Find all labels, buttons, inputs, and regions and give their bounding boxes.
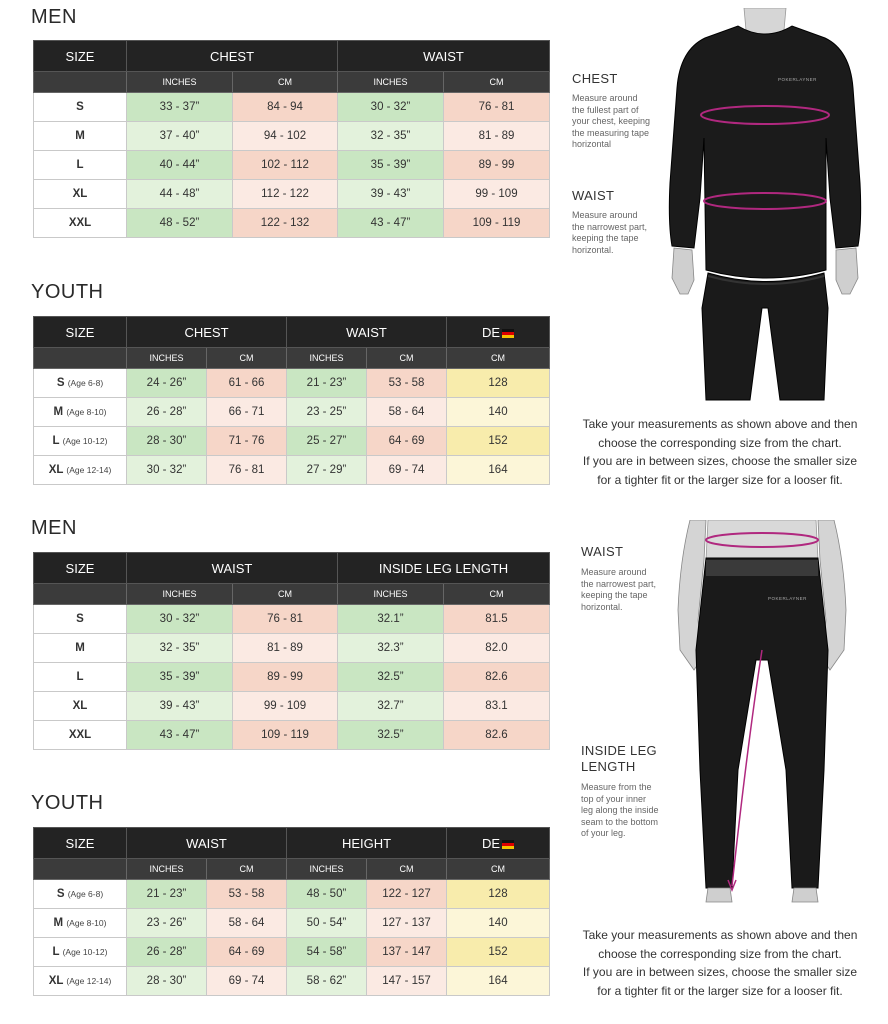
waist-inches-cell: 43 - 47”: [127, 721, 233, 750]
men-top-size-table: [33, 40, 550, 238]
leg-cm-cell: 81.5: [444, 605, 550, 634]
germany-flag-icon: [502, 840, 514, 849]
header-waist: WAIST: [287, 317, 447, 348]
height-cm-cell: 122 - 127: [367, 880, 447, 909]
inside-leg-label-line: INSIDE LEG: [581, 743, 657, 758]
waist-description: [572, 210, 647, 256]
leg-cm-cell: 82.0: [444, 634, 550, 663]
chest-inches-cell: 26 - 28”: [127, 398, 207, 427]
size-cell: [34, 967, 127, 996]
table-row: [34, 398, 550, 427]
chest-inches-cell: 40 - 44”: [127, 151, 233, 180]
chest-cm-cell: 112 - 122: [233, 180, 338, 209]
inside-leg-label: [581, 743, 657, 775]
height-inches-cell: 58 - 62”: [287, 967, 367, 996]
waist-cm-cell: 69 - 74: [207, 967, 287, 996]
chest-desc-line: horizontal: [572, 139, 612, 149]
note-line: choose the corresponding size from the chart.: [598, 435, 842, 450]
size-cell: XXL: [34, 209, 127, 238]
section-title-men-top: MEN: [31, 6, 77, 28]
chest-description: [572, 93, 650, 151]
chest-cm-cell: 71 - 76: [207, 427, 287, 456]
subheader-inches: INCHES: [287, 859, 367, 880]
size-cell: L: [34, 663, 127, 692]
chest-cm-cell: 76 - 81: [207, 456, 287, 485]
leg-desc-line: Measure from the: [581, 782, 652, 792]
torso-figure-illustration: [660, 8, 870, 403]
header-size: SIZE: [34, 553, 127, 584]
age-range: (Age 12-14): [66, 976, 112, 986]
waist-cm-cell: 64 - 69: [367, 427, 447, 456]
chest-inches-cell: 24 - 26”: [127, 369, 207, 398]
chest-cm-cell: 122 - 132: [233, 209, 338, 238]
chest-inches-cell: 30 - 32”: [127, 456, 207, 485]
size-cell: XL: [34, 692, 127, 721]
size-cell: M: [34, 634, 127, 663]
chest-cm-cell: 61 - 66: [207, 369, 287, 398]
waist-cm-cell: 64 - 69: [207, 938, 287, 967]
table-row: [34, 663, 550, 692]
chest-inches-cell: 44 - 48”: [127, 180, 233, 209]
subheader-cm: CM: [233, 584, 338, 605]
height-inches-cell: 50 - 54”: [287, 909, 367, 938]
size-cell: XXL: [34, 721, 127, 750]
de-cm-cell: 128: [447, 369, 550, 398]
chest-desc-line: your chest, keeping: [572, 116, 651, 126]
subheader-inches: INCHES: [127, 72, 233, 93]
size-cell: [34, 456, 127, 485]
size-cell: [34, 398, 127, 427]
subheader-cm: CM: [444, 584, 550, 605]
note-line: for a tighter fit or the larger size for a looser fit.: [597, 983, 843, 998]
header-inside-leg: INSIDE LEG LENGTH: [338, 553, 550, 584]
waist-cm-cell: 89 - 99: [233, 663, 338, 692]
waist-cm-cell: 58 - 64: [207, 909, 287, 938]
subheader-cm: CM: [233, 72, 338, 93]
de-cm-cell: 140: [447, 909, 550, 938]
table-row: [34, 180, 550, 209]
age-range: (Age 8-10): [66, 407, 107, 417]
table-row: [34, 909, 550, 938]
inside-leg-description: [581, 782, 659, 840]
header-de-label: DE: [481, 835, 501, 851]
de-cm-cell: 128: [447, 880, 550, 909]
note-line: If you are in between sizes, choose the smaller size: [582, 965, 858, 979]
waist-cm-cell: 69 - 74: [367, 456, 447, 485]
size-label: S: [56, 377, 65, 389]
subheader-inches: INCHES: [338, 72, 444, 93]
header-size: SIZE: [34, 41, 127, 72]
size-cell: [34, 938, 127, 967]
waist-desc-line: the narrowest part,: [581, 578, 657, 589]
waist-desc-line: Measure around: [572, 210, 638, 220]
header-waist: WAIST: [127, 553, 338, 584]
waist-description: [581, 567, 656, 613]
waist-cm-cell: 76 - 81: [233, 605, 338, 634]
size-cell: S: [34, 93, 127, 122]
waist-inches-cell: 26 - 28”: [127, 938, 207, 967]
note-line: choose the corresponding size from the chart.: [598, 946, 842, 961]
waist-inches-cell: 28 - 30”: [127, 967, 207, 996]
subheader-cm: CM: [367, 348, 447, 369]
note-line: Take your measurements as shown above and then: [582, 928, 858, 942]
subheader-cm: CM: [447, 348, 550, 369]
size-label: L: [52, 435, 60, 447]
waist-desc-line: Measure around: [581, 567, 647, 577]
waist-cm-cell: 99 - 109: [233, 692, 338, 721]
table-row: [34, 634, 550, 663]
header-chest: CHEST: [127, 41, 338, 72]
waist-inches-cell: 39 - 43”: [338, 180, 444, 209]
waist-inches-cell: 27 - 29”: [287, 456, 367, 485]
youth-top-size-table: [33, 316, 550, 485]
chest-inches-cell: 37 - 40”: [127, 122, 233, 151]
size-cell: [34, 909, 127, 938]
legs-figure-illustration: [668, 520, 858, 905]
size-label: XL: [48, 975, 64, 987]
subheader-blank: [34, 584, 127, 605]
de-cm-cell: 140: [447, 398, 550, 427]
size-cell: [34, 369, 127, 398]
waist-cm-cell: 76 - 81: [444, 93, 550, 122]
leg-inches-cell: 32.1”: [338, 605, 444, 634]
size-cell: S: [34, 605, 127, 634]
header-size: SIZE: [34, 317, 127, 348]
waist-inches-cell: 21 - 23”: [127, 880, 207, 909]
age-range: (Age 12-14): [66, 465, 112, 475]
table-row: [34, 880, 550, 909]
table-row: [34, 209, 550, 238]
leg-desc-line: of your leg.: [581, 828, 626, 838]
de-cm-cell: 152: [447, 427, 550, 456]
leg-cm-cell: 82.6: [444, 721, 550, 750]
size-label: M: [53, 406, 64, 418]
leg-desc-line: leg along the inside: [581, 805, 659, 815]
waist-inches-cell: 35 - 39”: [338, 151, 444, 180]
age-range: (Age 6-8): [67, 378, 104, 388]
waist-inches-cell: 25 - 27”: [287, 427, 367, 456]
table-row: [34, 456, 550, 485]
chest-cm-cell: 94 - 102: [233, 122, 338, 151]
inside-leg-label-line: LENGTH: [581, 759, 636, 774]
size-cell: [34, 880, 127, 909]
measurement-note-bottom: [570, 926, 870, 1000]
waist-inches-cell: 32 - 35”: [127, 634, 233, 663]
subheader-inches: INCHES: [287, 348, 367, 369]
size-cell: XL: [34, 180, 127, 209]
size-label: L: [52, 946, 60, 958]
waist-inches-cell: 43 - 47”: [338, 209, 444, 238]
table-row: [34, 369, 550, 398]
waist-label: WAIST: [572, 188, 615, 203]
subheader-inches: INCHES: [338, 584, 444, 605]
header-de: [447, 317, 550, 348]
waist-cm-cell: 81 - 89: [233, 634, 338, 663]
header-waist: WAIST: [127, 828, 287, 859]
waist-desc-line: keeping the tape: [581, 590, 648, 600]
table-row: [34, 967, 550, 996]
header-de: [447, 828, 550, 859]
table-row: [34, 605, 550, 634]
section-title-men-bottom: MEN: [31, 517, 77, 539]
waist-inches-cell: 30 - 32”: [338, 93, 444, 122]
waist-cm-cell: 109 - 119: [444, 209, 550, 238]
leg-inches-cell: 32.7”: [338, 692, 444, 721]
de-cm-cell: 164: [447, 967, 550, 996]
waist-cm-cell: 81 - 89: [444, 122, 550, 151]
waist-cm-cell: 99 - 109: [444, 180, 550, 209]
de-cm-cell: 152: [447, 938, 550, 967]
subheader-cm: CM: [207, 859, 287, 880]
waist-desc-line: horizontal.: [581, 601, 623, 612]
chest-desc-line: the measuring tape: [572, 127, 650, 138]
chest-desc-line: Measure around: [572, 93, 638, 103]
chest-desc-line: the fullest part of: [572, 104, 639, 115]
chest-inches-cell: 28 - 30”: [127, 427, 207, 456]
leg-inches-cell: 32.5”: [338, 663, 444, 692]
waist-desc-line: the narrowest part,: [572, 221, 648, 232]
header-waist: WAIST: [338, 41, 550, 72]
table-row: [34, 151, 550, 180]
note-line: Take your measurements as shown above and then: [582, 417, 858, 431]
header-size: SIZE: [34, 828, 127, 859]
waist-cm-cell: 109 - 119: [233, 721, 338, 750]
waist-inches-cell: 35 - 39”: [127, 663, 233, 692]
note-line: for a tighter fit or the larger size for a looser fit.: [597, 472, 843, 487]
leg-cm-cell: 82.6: [444, 663, 550, 692]
table-row: [34, 692, 550, 721]
waist-cm-cell: 89 - 99: [444, 151, 550, 180]
age-range: (Age 10-12): [62, 947, 108, 957]
age-range: (Age 6-8): [67, 889, 104, 899]
waist-desc-line: horizontal.: [572, 244, 614, 255]
height-cm-cell: 137 - 147: [367, 938, 447, 967]
section-title-youth-bottom: YOUTH: [31, 792, 104, 814]
waist-cm-cell: 58 - 64: [367, 398, 447, 427]
height-cm-cell: 127 - 137: [367, 909, 447, 938]
subheader-blank: [34, 72, 127, 93]
subheader-cm: CM: [367, 859, 447, 880]
size-label: XL: [48, 464, 64, 476]
chest-cm-cell: 66 - 71: [207, 398, 287, 427]
waist-cm-cell: 53 - 58: [207, 880, 287, 909]
men-bottom-size-table: [33, 552, 550, 750]
waist-inches-cell: 23 - 25”: [287, 398, 367, 427]
leg-inches-cell: 32.5”: [338, 721, 444, 750]
waist-inches-cell: 32 - 35”: [338, 122, 444, 151]
note-line: If you are in between sizes, choose the smaller size: [582, 454, 858, 468]
size-label: M: [53, 917, 64, 929]
height-inches-cell: 54 - 58”: [287, 938, 367, 967]
age-range: (Age 8-10): [66, 918, 107, 928]
header-de-label: DE: [481, 324, 501, 340]
subheader-blank: [34, 348, 127, 369]
table-row: [34, 93, 550, 122]
subheader-inches: INCHES: [127, 584, 233, 605]
subheader-cm: CM: [447, 859, 550, 880]
height-cm-cell: 147 - 157: [367, 967, 447, 996]
size-cell: M: [34, 122, 127, 151]
subheader-cm: CM: [207, 348, 287, 369]
subheader-inches: INCHES: [127, 348, 207, 369]
brand-logo-text: POKERLAYNER: [778, 77, 817, 82]
chest-inches-cell: 33 - 37”: [127, 93, 233, 122]
chest-cm-cell: 102 - 112: [233, 151, 338, 180]
waist-desc-line: keeping the tape: [572, 233, 639, 243]
brand-logo-text: POKERLAYNER: [768, 596, 807, 601]
waist-label: WAIST: [581, 544, 624, 559]
youth-bottom-size-table: [33, 827, 550, 996]
de-cm-cell: 164: [447, 456, 550, 485]
leg-inches-cell: 32.3”: [338, 634, 444, 663]
table-row: [34, 721, 550, 750]
waist-inches-cell: 21 - 23”: [287, 369, 367, 398]
waist-inches-cell: 39 - 43”: [127, 692, 233, 721]
subheader-blank: [34, 859, 127, 880]
measurement-note-top: [570, 415, 870, 489]
leg-cm-cell: 83.1: [444, 692, 550, 721]
leg-desc-line: top of your inner: [581, 793, 647, 804]
size-label: S: [56, 888, 65, 900]
waist-cm-cell: 53 - 58: [367, 369, 447, 398]
height-inches-cell: 48 - 50”: [287, 880, 367, 909]
table-row: [34, 122, 550, 151]
size-cell: [34, 427, 127, 456]
germany-flag-icon: [502, 329, 514, 338]
chest-cm-cell: 84 - 94: [233, 93, 338, 122]
waist-inches-cell: 23 - 26”: [127, 909, 207, 938]
size-cell: L: [34, 151, 127, 180]
table-row: [34, 427, 550, 456]
subheader-cm: CM: [444, 72, 550, 93]
header-chest: CHEST: [127, 317, 287, 348]
age-range: (Age 10-12): [62, 436, 108, 446]
section-title-youth-top: YOUTH: [31, 281, 104, 303]
waist-inches-cell: 30 - 32”: [127, 605, 233, 634]
subheader-inches: INCHES: [127, 859, 207, 880]
leg-desc-line: seam to the bottom: [581, 816, 659, 827]
chest-inches-cell: 48 - 52”: [127, 209, 233, 238]
table-row: [34, 938, 550, 967]
chest-label: CHEST: [572, 71, 618, 86]
header-height: HEIGHT: [287, 828, 447, 859]
